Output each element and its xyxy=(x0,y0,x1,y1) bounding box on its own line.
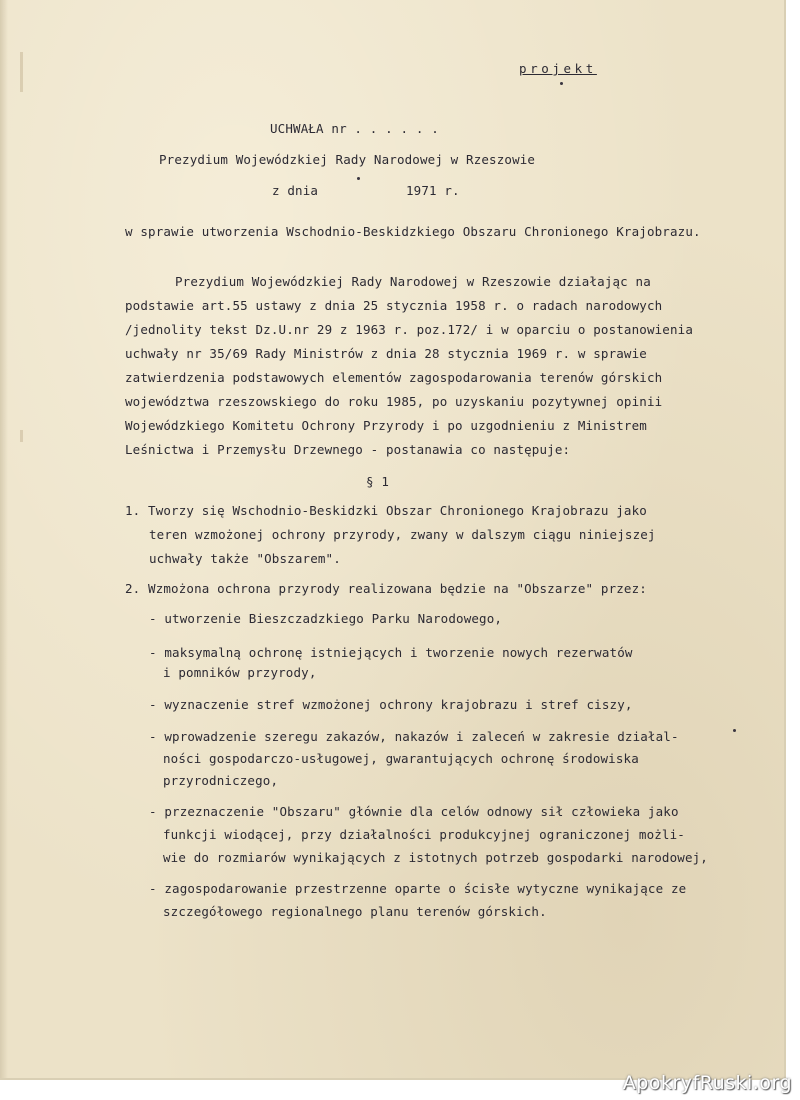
point-line: 1. Tworzy się Wschodnio-Beskidzki Obszar Chronionego Krajobrazu jako xyxy=(125,503,647,518)
list-item: - przeznaczenie "Obszaru" głównie dla celów odnowy sił człowieka jako xyxy=(149,804,679,819)
issuer-line: Prezydium Wojewódzkiej Rady Narodowej w Rzeszowie xyxy=(159,152,536,167)
list-item-cont: i pomników przyrody, xyxy=(163,665,317,680)
preamble-line: podstawie art.55 ustawy z dnia 25 stycznia 1958 r. o radach narodowych xyxy=(125,298,663,313)
ink-dot xyxy=(357,177,360,180)
preamble-line: /jednolity tekst Dz.U.nr 29 z 1963 r. poz.172/ i w oparciu o postanowienia xyxy=(125,322,693,337)
subject-line: w sprawie utworzenia Wschodnio-Beskidzkiego Obszaru Chronionego Krajobrazu. xyxy=(125,224,701,239)
paper-crease xyxy=(20,52,23,92)
point-line: teren wzmożonej ochrony przyrody, zwany w dalszym ciągu niniejszej xyxy=(149,527,656,542)
preamble-line: Wojewódzkiego Komitetu Ochrony Przyrody i po uzgodnieniu z Ministrem xyxy=(125,418,647,433)
ink-dot xyxy=(560,82,563,85)
list-item-cont: przyrodniczego, xyxy=(163,773,279,788)
section-heading: § 1 xyxy=(366,474,390,489)
site-watermark: ApokryfRuski.org xyxy=(622,1072,792,1094)
preamble-line: zatwierdzenia podstawowych elementów zagospodarowania terenów górskich xyxy=(125,370,663,385)
resolution-title: UCHWAŁA nr . . . . . . xyxy=(270,121,439,136)
list-item: - maksymalną ochronę istniejących i tworzenie nowych rezerwatów xyxy=(149,645,633,660)
list-item: - zagospodarowanie przestrzenne oparte o ścisłe wytyczne wynikające ze xyxy=(149,881,687,896)
preamble-line: uchwały nr 35/69 Rady Ministrów z dnia 28 stycznia 1969 r. w sprawie xyxy=(125,346,647,361)
paper-crease xyxy=(20,430,23,442)
list-item: - utworzenie Bieszczadzkiego Parku Narodowego, xyxy=(149,611,503,626)
ink-dot xyxy=(733,729,736,732)
list-item-cont: wie do rozmiarów wynikających z istotnych potrzeb gospodarki narodowej, xyxy=(163,850,708,865)
list-item-cont: ności gospodarczo-usługowej, gwarantujących ochronę środowiska xyxy=(163,751,639,766)
preamble-line: Prezydium Wojewódzkiej Rady Narodowej w Rzeszowie działając na xyxy=(175,274,651,289)
preamble-line: województwa rzeszowskiego do roku 1985, po uzyskaniu pozytywnej opinii xyxy=(125,394,663,409)
point-line: uchwały także "Obszarem". xyxy=(149,551,341,566)
list-item: - wprowadzenie szeregu zakazów, nakazów i zaleceń w zakresie działal- xyxy=(149,729,679,744)
list-item-cont: funkcji wiodącej, przy działalności produkcyjnej ograniczonej możli- xyxy=(163,827,685,842)
date-year: 1971 r. xyxy=(406,183,460,198)
preamble-line: Leśnictwa i Przemysłu Drzewnego - postanawia co następuje: xyxy=(125,442,571,457)
date-prefix: z dnia xyxy=(272,183,319,198)
draft-mark: projekt xyxy=(519,61,597,76)
page-edge-shadow xyxy=(0,0,8,1078)
list-item: - wyznaczenie stref wzmożonej ochrony krajobrazu i stref ciszy, xyxy=(149,697,633,712)
list-item-cont: szczegółowego regionalnego planu terenów górskich. xyxy=(163,904,547,919)
point-2: 2. Wzmożona ochrona przyrody realizowana będzie na "Obszarze" przez: xyxy=(125,581,647,596)
